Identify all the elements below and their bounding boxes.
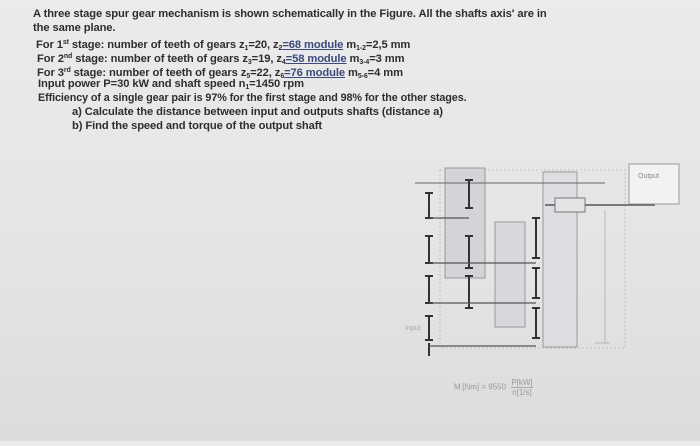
input-label: Input	[405, 325, 421, 332]
gearbox-schematic	[395, 158, 700, 441]
stage3-line: For 3rd stage: number of teeth of gears $z_5=22$, $z_6=76$ module $m_{5-6}=4$ mm	[37, 67, 403, 80]
bearings-right	[532, 218, 540, 338]
efficiency-line: Efficiency of a single gear pair is 97% for the first stage and 98% for the other stages.	[38, 92, 467, 104]
stage2-line: For 2nd stage: number of teeth of gears $z_3=19$, $z_4=58$ module $m_{3-4}=3$ mm	[37, 53, 405, 66]
question-a: a) Calculate the distance between input and outputs shafts (distance a)	[72, 106, 443, 118]
problem-title: A three stage spur gear mechanism is shown schematically in the Figure. All the shafts axis' are in	[33, 8, 547, 20]
input-power-line: Input power P=30 kW and shaft speed $n_1=1450$ rpm	[38, 78, 304, 91]
output-label: Output	[638, 173, 660, 180]
problem-title-cont: the same plane.	[33, 22, 116, 34]
gear-z2	[445, 168, 485, 278]
output-box	[629, 164, 679, 204]
torque-formula: M [Nm] = 9550 $\frac{P[kW]}{n[1/s]}$	[454, 378, 533, 397]
gearbox-diagram	[395, 158, 700, 441]
stage1-line: For 1st stage: number of teeth of gears $z_1=20$, $z_2=68$ module $m_{1-2}=2,5$ mm	[36, 39, 411, 52]
question-b: b) Find the speed and torque of the output shaft	[72, 120, 323, 132]
output-coupling	[555, 198, 585, 212]
gear-z4	[495, 222, 525, 327]
